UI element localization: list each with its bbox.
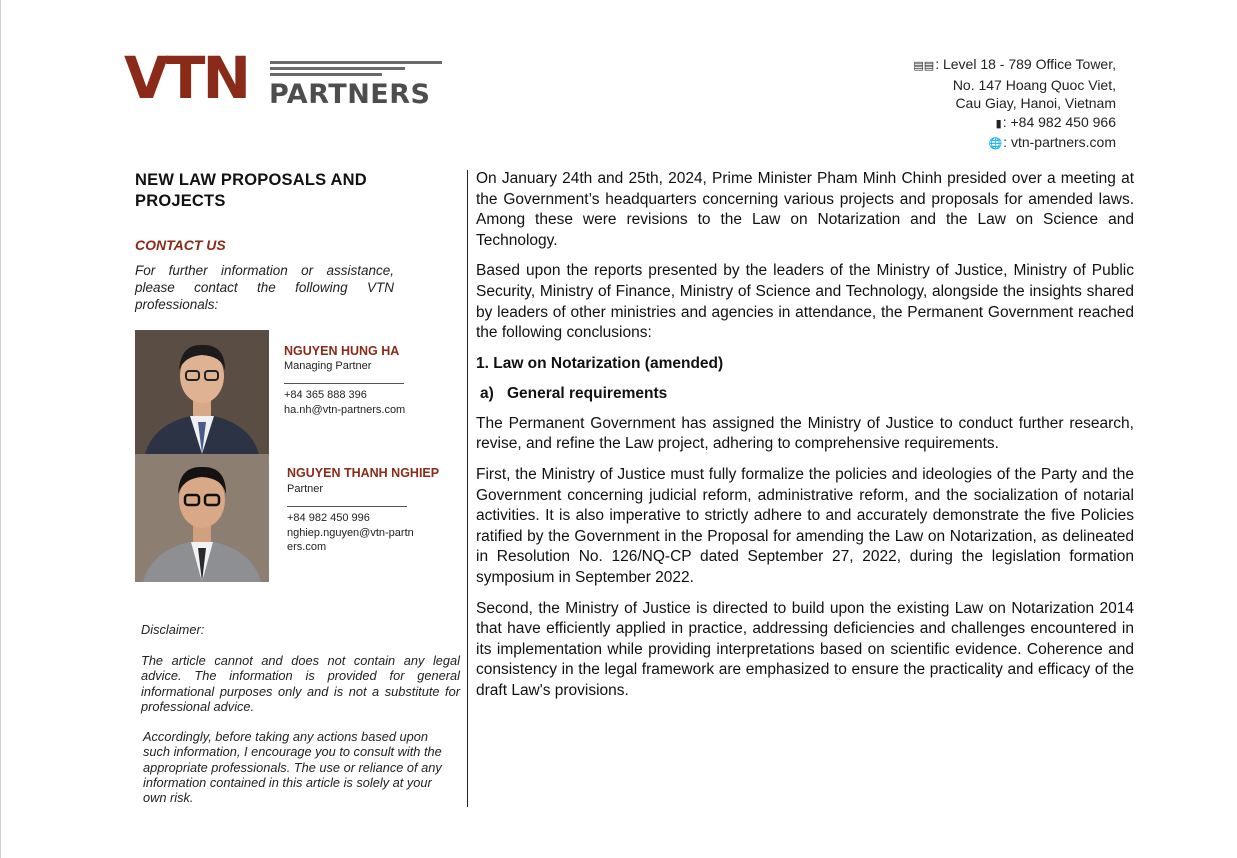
globe-icon: 🌐 (988, 138, 1003, 150)
subheading-general-requirements (480, 384, 1134, 404)
logo-vtn-text: VTN (124, 44, 248, 112)
subheading-marker: a) (480, 384, 494, 402)
person-contact (284, 388, 405, 417)
person-name: NGUYEN HUNG HA (284, 344, 400, 358)
disclaimer-paragraph-2: Accordingly, before taking any actions based upon such information, I encourage you to consult with the appropriate professionals. The use or reliance of any information contained in this article is solely at your own risk. (143, 729, 442, 806)
address-line-2: No. 147 Hoang Quoc Viet, (952, 76, 1116, 93)
person-email[interactable]: nghiep.nguyen@vtn-partners.com (287, 526, 414, 553)
contact-heading: CONTACT US (135, 237, 226, 253)
page-edge-rule (0, 0, 1, 858)
subheading-text: General requirements (507, 384, 668, 402)
person-divider (287, 506, 407, 507)
logo-partners-text: PARTNERS (269, 79, 431, 110)
section-title: NEW LAW PROPOSALS AND PROJECTS (135, 171, 367, 210)
paragraph-second: Second, the Ministry of Justice is directed to build upon the existing Law on Notarization 2014 that have efficiently applied in practice, addressing deficiencies and challenges encountered in its implementation while providing interpretations based on scientific evidence. Coherence and consistency in the legal framework are emphasized to ensure the practicality and efficacy of the draft Law's provisions. (476, 599, 1134, 699)
phone-icon: ▮ (995, 117, 1002, 130)
disclaimer-paragraph-1: The article cannot and does not contain any legal advice. The information is provided for general informational purposes only and is not a substitute for professional advice. (141, 653, 460, 714)
person-phone[interactable]: +84 365 888 396 (284, 389, 367, 401)
column-divider (467, 170, 468, 807)
contact-intro: For further information or assistance, please contact the following VTN professionals: (135, 263, 394, 312)
paragraph-reports: Based upon the reports presented by the leaders of the Ministry of Justice, Ministry of Public Security, Ministry of Finance, Ministry of Science and Technology, alongside the insights shared by leaders of other ministries and agencies in attendance, the Permanent Government reached the following conclusions: (476, 262, 1134, 342)
avatar-nguyen-thanh-nghiep (135, 454, 269, 582)
person-email[interactable]: ha.nh@vtn-partners.com (284, 403, 406, 416)
vtn-partners-logo (124, 44, 444, 112)
paragraph-first: First, the Ministry of Justice must fully formalize the policies and ideologies of the Party and the Government concerning judicial reform, administrative reform, and the socialization of notarial activities. It is also imperative to strictly adhere to and accurately demonstrate the five Policies ratified by the Government in the Proposal for amending the Law on Notarization, as delineated in Resolution No. 126/NQ-CP dated September 27, 2022, during the legislation formation symposium in September 2022. (476, 465, 1134, 586)
address-line-3: Cau Giay, Hanoi, Vietnam (955, 95, 1116, 111)
paragraph-intro: On January 24th and 25th, 2024, Prime Minister Pham Minh Chinh presided over a meeting at the Government’s headquarters concerning various projects and proposals for amended laws. Among these were revisions to the Law on Notarization and the Law on Science and Technology. (476, 170, 1134, 249)
person-role: Managing Partner (284, 360, 372, 372)
address-line-1: Level 18 - 789 Office Tower, (942, 56, 1116, 72)
person-contact (287, 511, 417, 555)
disclaimer-label: Disclaimer: (141, 622, 205, 637)
person-divider (284, 383, 404, 384)
heading-law-notarization: 1. Law on Notarization (amended) (476, 354, 724, 372)
person-name: NGUYEN THANH NGHIEP (287, 466, 440, 480)
office-address: ▤▤: Level 18 - 789 Office Tower, No. 147 Hoang Quoc Viet, Cau Giay, Hanoi, Vietnam ▮: +84 982 450 966 🌐: vtn-partners.com (913, 56, 1116, 150)
logo-stripes (270, 61, 442, 79)
office-phone[interactable]: +84 982 450 966 (1010, 113, 1116, 130)
person-role: Partner (287, 483, 324, 495)
avatar-nguyen-hung-ha (135, 330, 269, 454)
building-icon: ▤▤ (913, 60, 935, 72)
sidebar (135, 170, 397, 212)
paragraph-assignment: The Permanent Government has assigned the Ministry of Justice to conduct further research, revise, and refine the Law project, adhering to comprehensive requirements. (476, 414, 1134, 453)
website-link[interactable]: vtn-partners.com (1010, 134, 1116, 150)
person-phone[interactable]: +84 982 450 996 (287, 512, 370, 524)
article-body (476, 169, 1134, 711)
